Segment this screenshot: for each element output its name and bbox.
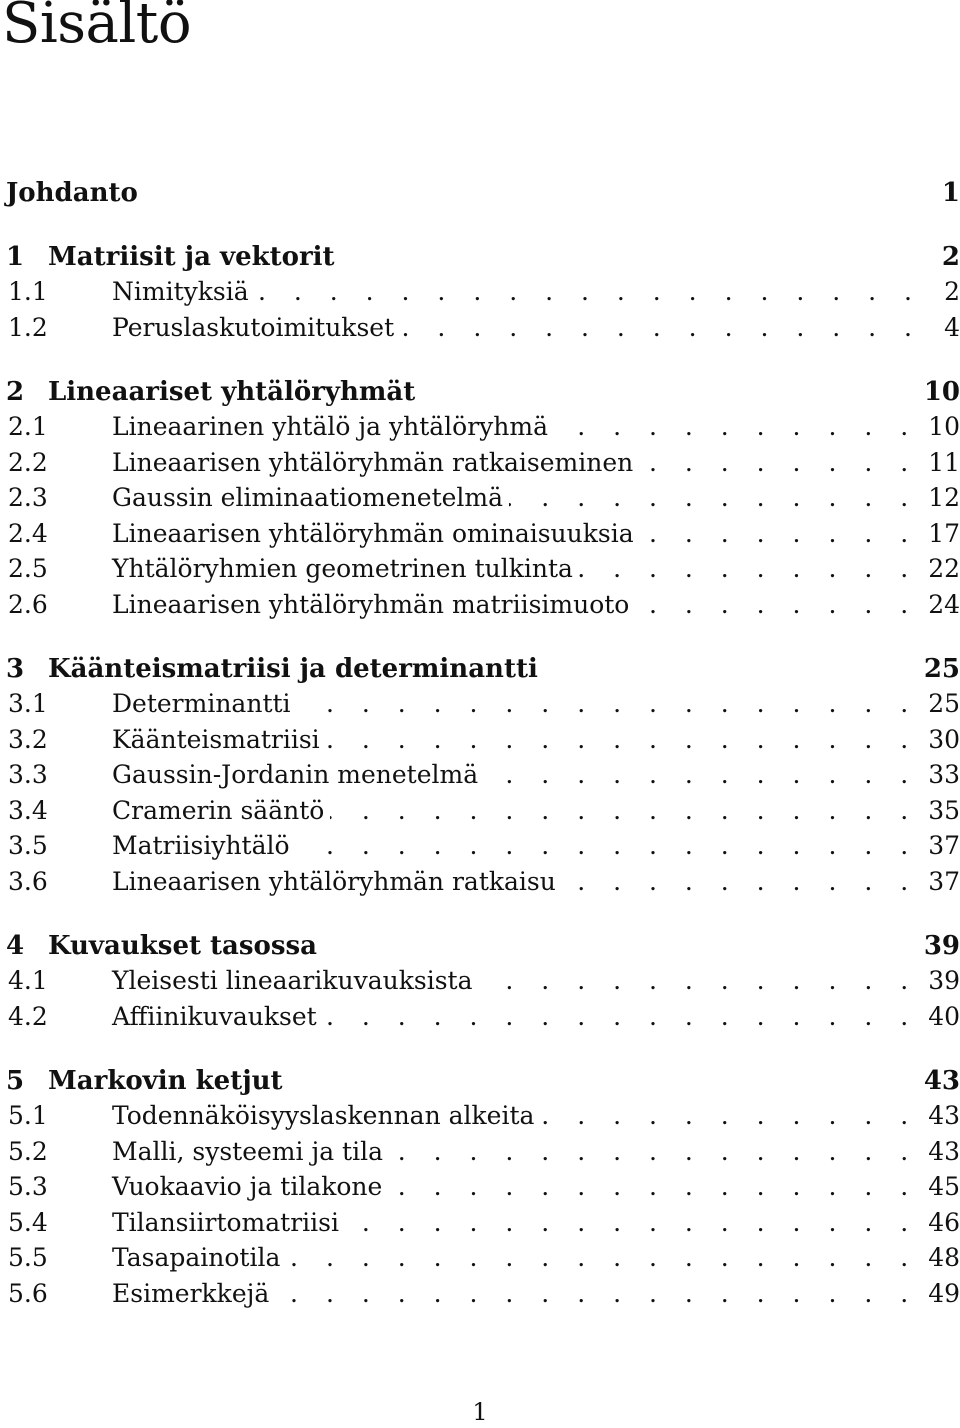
section-title: Lineaarisen yhtälöryhmän ominaisuuksia	[112, 518, 634, 548]
section-title: Matriisiyhtälö	[112, 831, 290, 860]
dot-leader	[479, 963, 919, 999]
section-number: 1.2	[8, 312, 48, 342]
dot-leader	[484, 757, 918, 793]
toc-section[interactable]	[6, 1169, 960, 1205]
chapter-title: Matriisit ja vektorit	[48, 242, 335, 272]
section-page: 37	[928, 831, 960, 860]
section-number: 3.5	[8, 831, 48, 860]
section-page: 43	[928, 1101, 960, 1130]
section-number: 1.1	[8, 277, 48, 306]
dot-leader	[345, 1205, 918, 1241]
toc-section[interactable]	[6, 1240, 960, 1276]
section-title: Todennäköisyyslaskennan alkeita	[112, 1101, 535, 1130]
section-page: 24	[928, 589, 960, 619]
toc-chapter[interactable]	[6, 929, 960, 963]
section-title: Cramerin sääntö	[112, 795, 325, 825]
toc-section[interactable]	[6, 310, 960, 346]
toc-section[interactable]	[6, 757, 960, 793]
chapter-number: 2	[6, 377, 25, 407]
section-page: 11	[928, 447, 960, 477]
dot-leader	[297, 686, 919, 722]
section-title: Esimerkkejä	[112, 1278, 270, 1308]
section-title: Determinantti	[112, 689, 291, 718]
section-page: 22	[928, 554, 960, 583]
section-title: Nimityksiä	[112, 277, 249, 306]
section-title: Lineaarisen yhtälöryhmän ratkaisu	[112, 866, 556, 896]
dot-leader	[540, 1098, 918, 1134]
chapter-page: 1	[941, 178, 960, 208]
section-number: 2.5	[8, 554, 48, 583]
section-page: 12	[928, 483, 960, 512]
dot-leader	[330, 793, 918, 829]
dot-leader	[389, 1134, 918, 1170]
section-number: 3.6	[8, 866, 48, 896]
section-number: 2.6	[8, 589, 48, 619]
chapter-title: Kuvaukset tasossa	[48, 931, 318, 961]
section-title: Malli, systeemi ja tila	[112, 1136, 383, 1166]
dot-leader	[296, 828, 919, 864]
chapter-page: 25	[923, 654, 960, 684]
section-number: 2.4	[8, 518, 48, 548]
chapter-number: 1	[6, 242, 25, 272]
dot-leader	[635, 587, 918, 623]
dot-leader	[579, 551, 918, 587]
section-number: 2.2	[8, 447, 48, 477]
chapter-page: 10	[923, 377, 960, 407]
dot-leader	[640, 516, 919, 552]
section-number: 5.6	[8, 1278, 48, 1308]
section-page: 2	[944, 277, 960, 306]
chapter-title: Johdanto	[6, 178, 138, 208]
chapter-title: Lineaariset yhtälöryhmät	[48, 377, 416, 407]
section-page: 30	[928, 724, 960, 754]
toc-section[interactable]	[6, 1276, 960, 1312]
toc-section[interactable]	[6, 864, 960, 900]
section-number: 5.1	[8, 1101, 48, 1130]
toc-chapter[interactable]	[6, 375, 960, 409]
toc-section[interactable]	[6, 445, 960, 481]
page-number: 1	[472, 1398, 488, 1426]
dot-leader	[255, 274, 922, 310]
toc-chapter[interactable]	[6, 652, 960, 686]
chapter-page: 39	[923, 931, 960, 961]
dot-leader	[326, 722, 919, 758]
chapter-title: Markovin ketjut	[48, 1066, 283, 1096]
chapter-number: 5	[6, 1066, 25, 1096]
dot-leader	[323, 999, 919, 1035]
section-number: 4.2	[8, 1001, 48, 1031]
section-page: 10	[928, 412, 960, 441]
toc-section[interactable]	[6, 686, 960, 722]
section-page: 45	[928, 1172, 960, 1201]
section-title: Käänteismatriisi	[112, 724, 320, 754]
section-page: 35	[928, 795, 960, 825]
section-page: 48	[928, 1243, 960, 1272]
dot-leader	[388, 1169, 918, 1205]
toc-section[interactable]	[6, 1134, 960, 1170]
toc-section[interactable]	[6, 1205, 960, 1241]
table-of-contents	[6, 176, 960, 1311]
toc-chapter[interactable]	[6, 240, 960, 274]
toc-section[interactable]	[6, 828, 960, 864]
section-number: 2.1	[8, 412, 48, 441]
section-page: 17	[928, 518, 960, 548]
section-title: Gaussin-Jordanin menetelmä	[112, 760, 479, 789]
section-title: Gaussin eliminaatiomenetelmä	[112, 483, 504, 512]
toc-section[interactable]	[6, 587, 960, 623]
toc-section[interactable]	[6, 409, 960, 445]
section-number: 3.4	[8, 795, 48, 825]
section-number: 5.5	[8, 1243, 48, 1272]
section-title: Lineaarisen yhtälöryhmän ratkaiseminen	[112, 447, 634, 477]
section-number: 5.2	[8, 1136, 48, 1166]
section-title: Tilansiirtomatriisi	[112, 1207, 339, 1237]
dot-leader	[275, 1276, 918, 1312]
toc-section[interactable]	[6, 516, 960, 552]
section-number: 3.3	[8, 760, 48, 789]
section-title: Peruslaskutoimitukset	[112, 312, 395, 342]
section-page: 40	[928, 1001, 960, 1031]
toc-chapter[interactable]	[6, 1064, 960, 1098]
toc-section[interactable]	[6, 551, 960, 587]
section-page: 37	[928, 866, 960, 896]
dot-leader	[639, 445, 918, 481]
dot-leader	[554, 409, 918, 445]
section-page: 39	[928, 966, 960, 995]
section-number: 5.4	[8, 1207, 48, 1237]
section-page: 25	[928, 689, 960, 718]
toc-section[interactable]	[6, 274, 960, 310]
toc-section[interactable]	[6, 999, 960, 1035]
dot-leader	[509, 480, 918, 516]
section-page: 49	[928, 1278, 960, 1308]
toc-section[interactable]	[6, 480, 960, 516]
section-title: Lineaarinen yhtälö ja yhtälöryhmä	[112, 412, 548, 441]
chapter-page: 43	[923, 1066, 960, 1096]
toc-section[interactable]	[6, 1098, 960, 1134]
section-title: Lineaarisen yhtälöryhmän matriisimuoto	[112, 589, 630, 619]
dot-leader	[286, 1240, 918, 1276]
chapter-number: 3	[6, 654, 25, 684]
section-title: Yhtälöryhmien geometrinen tulkinta	[112, 554, 573, 583]
toc-section[interactable]	[6, 963, 960, 999]
page-title: Sisältö	[2, 0, 192, 56]
section-title: Vuokaavio ja tilakone	[112, 1172, 383, 1201]
section-page: 4	[944, 312, 960, 342]
section-page: 46	[928, 1207, 960, 1237]
section-number: 3.1	[8, 689, 48, 718]
dot-leader	[562, 864, 918, 900]
section-number: 4.1	[8, 966, 48, 995]
section-page: 33	[928, 760, 960, 789]
section-number: 3.2	[8, 724, 48, 754]
toc-section[interactable]	[6, 722, 960, 758]
chapter-title: Käänteismatriisi ja determinantti	[48, 654, 538, 684]
section-title: Yleisesti lineaarikuvauksista	[112, 966, 473, 995]
section-title: Tasapainotila	[112, 1243, 281, 1272]
section-page: 43	[928, 1136, 960, 1166]
chapter-page: 2	[941, 242, 960, 272]
section-number: 2.3	[8, 483, 48, 512]
toc-chapter[interactable]	[6, 176, 960, 210]
toc-section[interactable]	[6, 793, 960, 829]
chapter-number: 4	[6, 931, 25, 961]
section-title: Affiinikuvaukset	[112, 1001, 317, 1031]
section-number: 5.3	[8, 1172, 48, 1201]
dot-leader	[400, 310, 922, 346]
